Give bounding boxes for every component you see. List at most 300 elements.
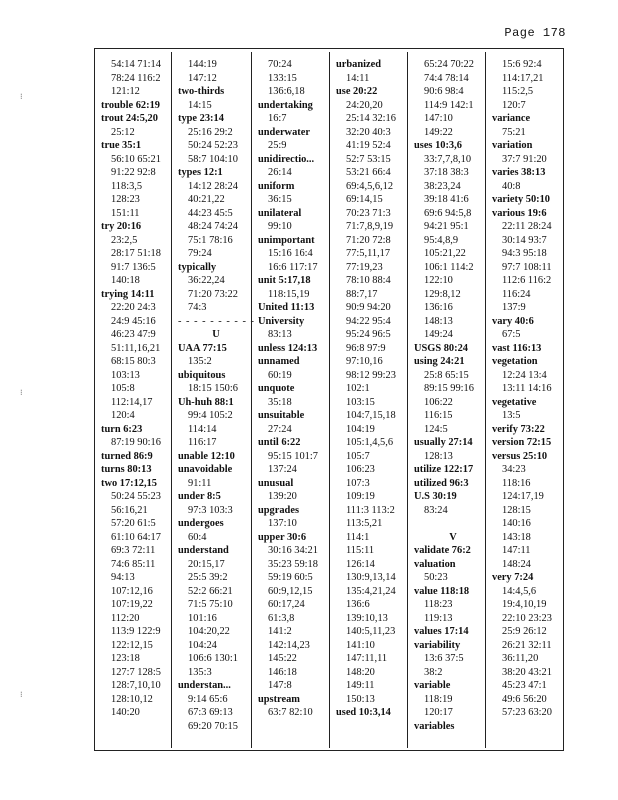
index-entry-term: types 12:1 <box>178 167 223 178</box>
index-column-4 <box>329 52 414 748</box>
index-entry-reference: 70:24 <box>268 59 292 70</box>
index-entry-reference: 77:19,23 <box>346 261 383 273</box>
index-entry-reference: 137:9 <box>502 302 526 313</box>
index-entry-reference: 136:6 <box>346 599 370 610</box>
index-entry-reference: 141:2 <box>268 626 292 637</box>
index-entry-term: upper 30:6 <box>258 531 307 543</box>
index-entry-reference: 128:15 <box>502 504 531 516</box>
index-entry-reference: 143:18 <box>502 531 531 543</box>
index-entry-reference: 13:5 <box>502 410 521 421</box>
index-entry-reference: 74:6 85:11 <box>111 558 156 570</box>
index-entry-term: until 6:22 <box>258 437 301 448</box>
index-entry-term: trouble 62:19 <box>101 99 160 111</box>
index-entry-reference: 118:23 <box>424 599 453 610</box>
index-entry-reference: 77:5,11,17 <box>346 248 391 259</box>
index-entry-reference: 90:6 98:4 <box>424 86 464 97</box>
index-entry-reference: 106:1 114:2 <box>424 261 474 273</box>
index-entry-term: USGS 80:24 <box>414 342 468 354</box>
index-entry-reference: 68:15 80:3 <box>111 356 156 367</box>
index-entry-reference: 135:2 <box>188 356 212 367</box>
index-entry-reference: 16:6 117:17 <box>268 261 318 273</box>
index-entry-reference: 83:13 <box>268 329 292 340</box>
index-entry-term: very 7:24 <box>492 572 534 583</box>
index-entry-reference: 141:10 <box>346 639 375 651</box>
index-entry-reference: 116:17 <box>188 437 217 448</box>
index-entry-reference: 114:1 <box>346 531 370 543</box>
index-entry-reference: 139:10,13 <box>346 612 388 624</box>
index-entry-term: U.S 30:19 <box>414 491 457 502</box>
index-entry-term: unable 12:10 <box>178 450 235 462</box>
index-entry-reference: 24:9 45:16 <box>111 315 156 327</box>
index-entry-reference: 137:24 <box>268 464 297 475</box>
index-entry-reference: 25:5 39:2 <box>188 572 228 583</box>
index-entry-reference: 25:8 65:15 <box>424 369 469 381</box>
index-entry-term: unimportant <box>258 234 315 246</box>
index-entry-reference: 59:19 60:5 <box>268 572 313 583</box>
index-entry-reference: 14:4,5,6 <box>502 585 537 597</box>
index-entry-reference: 95:24 96:5 <box>346 329 391 340</box>
index-entry-term: undertaking <box>258 99 313 111</box>
index-entry-reference: 148:13 <box>424 315 453 327</box>
index-entry-reference: 135:3 <box>188 666 212 678</box>
index-entry-term: varies 38:13 <box>492 167 546 178</box>
index-entry-reference: 34:23 <box>502 464 526 475</box>
index-entry-reference: 113:9 122:9 <box>111 626 161 637</box>
index-entry-reference: 52:7 53:15 <box>346 153 391 165</box>
index-entry-reference: 69:3 72:11 <box>111 545 156 556</box>
index-entry-reference: 116:15 <box>424 410 453 421</box>
index-entry-term: using 24:21 <box>414 356 465 367</box>
index-entry-reference: 25:9 <box>268 140 287 151</box>
index-entry-reference: 136:16 <box>424 302 453 313</box>
index-entry-reference: 135:4,21,24 <box>346 585 396 597</box>
index-entry-reference: 105:1,4,5,6 <box>346 437 394 448</box>
index-entry-reference: 124:5 <box>424 423 448 435</box>
index-entry-reference: 123:18 <box>111 653 140 664</box>
index-entry-reference: 69:6 94:5,8 <box>424 207 472 219</box>
index-entry-term: type 23:14 <box>178 113 224 124</box>
index-entry-reference: 15:6 92:4 <box>502 59 542 70</box>
index-entry-reference: 70:23 71:3 <box>346 207 391 219</box>
index-entry-term: University <box>258 315 305 327</box>
index-entry-reference: 105:8 <box>111 383 135 394</box>
index-entry-reference: 46:23 47:9 <box>111 329 156 340</box>
index-entry-reference: 67:3 69:13 <box>188 707 233 718</box>
index-entry-reference: 107:12,16 <box>111 585 153 597</box>
index-entry-reference: 40:21,22 <box>188 194 225 205</box>
index-entry-reference: 38:2 <box>424 666 443 678</box>
index-entry-reference: 148:24 <box>502 558 531 570</box>
index-entry-reference: 91:11 <box>188 477 212 489</box>
index-entry-reference: 98:12 99:23 <box>346 369 396 381</box>
index-entry-reference: 9:14 65:6 <box>188 693 228 705</box>
index-entry-reference: 67:5 <box>502 329 521 340</box>
index-entry-reference: 97:10,16 <box>346 356 383 367</box>
index-entry-term: version 72:15 <box>492 437 552 448</box>
index-entry-reference: 38:20 43:21 <box>502 666 552 678</box>
index-entry-reference: 39:18 41:6 <box>424 194 469 205</box>
index-entry-reference: 48:24 74:24 <box>188 221 238 232</box>
index-entry-reference: 25:9 26:12 <box>502 626 547 637</box>
index-entry-reference: 145:22 <box>268 653 297 664</box>
index-entry-reference: 126:14 <box>346 558 375 570</box>
index-entry-reference: 50:23 <box>424 572 448 583</box>
index-entry-term: unquote <box>258 383 295 394</box>
index-entry-term: variable <box>414 680 451 691</box>
index-entry-term: use 20:22 <box>336 86 378 97</box>
index-entry-reference: 102:1 <box>346 383 370 394</box>
index-entry-reference: 118:15,19 <box>268 288 310 300</box>
index-entry-term: unless 124:13 <box>258 342 318 354</box>
index-entry-term: uniform <box>258 180 295 192</box>
index-entry-reference: 74:4 78:14 <box>424 72 469 84</box>
index-entry-reference: 65:24 70:22 <box>424 59 474 70</box>
index-entry-reference: 114:17,21 <box>502 72 544 84</box>
index-entry-term: underwater <box>258 126 310 138</box>
index-column-1 <box>95 58 177 720</box>
index-entry-reference: 104:7,15,18 <box>346 410 396 421</box>
index-entry-term: turns 80:13 <box>101 464 152 475</box>
index-entry-reference: 71:5 75:10 <box>188 599 233 610</box>
index-entry-reference: 50:24 55:23 <box>111 491 161 502</box>
index-entry-reference: 116:24 <box>502 288 531 300</box>
index-entry-reference: 38:23,24 <box>424 180 461 192</box>
index-entry-reference: 36:15 <box>268 194 292 205</box>
index-entry-reference: 115:11 <box>346 545 375 556</box>
index-entry-term: understan... <box>178 680 231 691</box>
index-entry-reference: 97:7 108:11 <box>502 261 552 273</box>
index-entry-term: United 11:13 <box>258 302 315 313</box>
index-entry-reference: 146:18 <box>268 666 297 678</box>
index-entry-reference: 118:19 <box>424 693 453 705</box>
index-entry-term: validate 76:2 <box>414 545 471 556</box>
index-entry-reference: 103:15 <box>346 396 375 408</box>
index-entry-reference: 32:20 40:3 <box>346 126 391 138</box>
index-entry-reference: 89:15 99:16 <box>424 383 474 394</box>
index-entry-term: vegetative <box>492 396 537 408</box>
index-entry-reference: 35:23 59:18 <box>268 558 318 570</box>
index-entry-term: undergoes <box>178 518 224 529</box>
index-entry-reference: 49:6 56:20 <box>502 693 547 705</box>
index-entry-reference: 147:10 <box>424 113 453 124</box>
index-entry-reference: 78:10 88:4 <box>346 275 391 286</box>
index-entry-reference: 147:11,11 <box>346 653 388 664</box>
index-entry-reference: 37:18 38:3 <box>424 167 469 178</box>
index-entry-reference: 14:11 <box>346 72 370 84</box>
index-column-5 <box>407 52 492 748</box>
index-entry-reference: 120:7 <box>502 99 526 111</box>
index-entry-reference: 51:11,16,21 <box>111 342 161 354</box>
index-entry-reference: 139:20 <box>268 491 297 502</box>
index-entry-reference: 13:6 37:5 <box>424 653 464 664</box>
index-entry-reference: 36:22,24 <box>188 275 225 286</box>
index-entry-reference: 107:3 <box>346 477 370 489</box>
index-entry-term: unilateral <box>258 207 302 219</box>
index-entry-reference: 129:8,12 <box>424 288 461 300</box>
index-entry-term: usually 27:14 <box>414 437 473 448</box>
index-entry-reference: 91:22 92:8 <box>111 167 156 178</box>
index-entry-reference: 61:10 64:17 <box>111 531 161 543</box>
index-entry-reference: 14:15 <box>188 99 212 111</box>
index-entry-reference: 24:20,20 <box>346 99 383 111</box>
index-entry-reference: 133:15 <box>268 72 297 84</box>
index-entry-reference: 16:7 <box>268 113 287 124</box>
index-entry-term: unnamed <box>258 356 300 367</box>
index-entry-reference: 20:15,17 <box>188 558 225 570</box>
section-separator: - - - - - - - - - - <box>178 315 255 327</box>
index-entry-reference: 118:3,5 <box>111 180 143 192</box>
index-entry-reference: 140:16 <box>502 518 531 529</box>
index-entry-reference: 127:7 128:5 <box>111 666 161 678</box>
index-entry-reference: 12:24 13:4 <box>502 369 547 381</box>
index-entry-term: ubiquitous <box>178 369 226 381</box>
index-entry-reference: 99:4 105:2 <box>188 410 233 421</box>
index-entry-reference: 26:21 32:11 <box>502 639 552 651</box>
index-entry-reference: 101:16 <box>188 612 217 624</box>
index-entry-reference: 88:7,17 <box>346 288 378 300</box>
index-entry-term: urbanized <box>336 59 382 70</box>
index-entry-reference: 37:7 91:20 <box>502 153 547 165</box>
index-entry-reference: 128:13 <box>424 450 453 462</box>
index-entry-reference: 25:14 32:16 <box>346 113 396 124</box>
index-entry-reference: 137:10 <box>268 518 297 529</box>
index-entry-reference: 106:23 <box>346 464 375 475</box>
index-entry-reference: 144:19 <box>188 59 217 70</box>
index-entry-term: Uh-huh 88:1 <box>178 396 234 408</box>
index-entry-term: utilized 96:3 <box>414 477 469 489</box>
index-entry-reference: 30:16 34:21 <box>268 545 318 556</box>
index-entry-reference: 107:19,22 <box>111 599 153 610</box>
index-entry-term: values 17:14 <box>414 626 469 637</box>
index-entry-term: variety 50:10 <box>492 194 550 205</box>
index-entry-reference: 56:16,21 <box>111 504 148 516</box>
index-entry-reference: 69:20 70:15 <box>188 720 238 732</box>
index-entry-reference: 28:17 51:18 <box>111 248 161 259</box>
index-entry-reference: 149:22 <box>424 126 453 138</box>
index-entry-reference: 75:21 <box>502 126 526 138</box>
index-entry-reference: 30:14 93:7 <box>502 234 547 246</box>
index-entry-reference: 52:2 66:21 <box>188 585 233 597</box>
index-entry-reference: 94:21 95:1 <box>424 221 469 232</box>
index-entry-reference: 130:9,13,14 <box>346 572 396 583</box>
index-entry-reference: 118:16 <box>502 477 531 489</box>
index-entry-reference: 94:3 95:18 <box>502 248 547 259</box>
index-entry-reference: 104:24 <box>188 639 217 651</box>
index-entry-reference: 114:9 142:1 <box>424 99 474 111</box>
index-entry-reference: 40:8 <box>502 180 521 192</box>
index-entry-term: utilize 122:17 <box>414 464 474 475</box>
index-entry-term: trout 24:5,20 <box>101 113 158 124</box>
index-entry-reference: 124:17,19 <box>502 491 544 502</box>
index-entry-reference: 71:7,8,9,19 <box>346 221 394 232</box>
index-entry-term: upstream <box>258 693 300 705</box>
index-entry-reference: 22:10 23:23 <box>502 612 552 624</box>
index-entry-reference: 22:11 28:24 <box>502 221 552 232</box>
index-entry-reference: 95:15 101:7 <box>268 450 318 462</box>
index-entry-reference: 90:9 94:20 <box>346 302 391 313</box>
index-column-6 <box>485 52 571 748</box>
index-section-letter: V <box>449 531 457 543</box>
index-entry-reference: 87:19 90:16 <box>111 437 161 448</box>
index-entry-reference: 56:10 65:21 <box>111 153 161 165</box>
index-entry-reference: 25:12 <box>111 126 135 138</box>
index-entry-reference: 26:14 <box>268 167 292 178</box>
index-entry-term: verify 73:22 <box>492 423 545 435</box>
index-entry-reference: 120:4 <box>111 410 135 421</box>
index-entry-term: typically <box>178 261 217 273</box>
index-entry-term: vast 116:13 <box>492 342 542 354</box>
index-entry-reference: 112:14,17 <box>111 396 153 408</box>
index-entry-reference: 69:4,5,6,12 <box>346 180 394 192</box>
index-entry-term: turn 6:23 <box>101 423 143 435</box>
index-entry-reference <box>414 517 492 531</box>
index-entry-reference: 151:11 <box>111 207 140 219</box>
index-entry-reference: 19:4,10,19 <box>502 599 547 610</box>
index-entry-reference: 50:24 52:23 <box>188 140 238 151</box>
index-entry-reference: 115:2,5 <box>502 86 534 97</box>
binder-hole-mark: ⁝ <box>20 690 23 699</box>
index-entry-reference: 57:23 63:20 <box>502 707 552 718</box>
index-entry-reference: 147:11 <box>502 545 531 556</box>
index-entry-reference: 71:20 72:8 <box>346 234 391 246</box>
index-entry-reference: 147:8 <box>268 680 292 691</box>
binder-hole-mark: ⁝ <box>20 388 23 397</box>
index-entry-reference: 97:3 103:3 <box>188 504 233 516</box>
page-number-header: Page 178 <box>504 26 566 40</box>
index-entry-term: true 35:1 <box>101 140 142 151</box>
index-entry-term: unsuitable <box>258 410 305 421</box>
index-entry-reference: 111:3 113:2 <box>346 504 395 516</box>
index-entry-reference: 121:12 <box>111 86 140 97</box>
index-entry-term: uses 10:3,6 <box>414 140 462 151</box>
index-entry-term: variance <box>492 113 531 124</box>
index-entry-reference: 13:11 14:16 <box>502 383 552 394</box>
index-entry-term: valuation <box>414 558 456 570</box>
index-entry-term: vary 40:6 <box>492 315 534 327</box>
index-entry-term: trying 14:11 <box>101 288 155 300</box>
index-entry-term: understand <box>178 545 229 556</box>
index-entry-term: value 118:18 <box>414 585 470 597</box>
index-entry-term: two-thirds <box>178 86 225 97</box>
index-entry-reference: 128:10,12 <box>111 693 153 705</box>
index-entry-reference: 106:22 <box>424 396 453 408</box>
index-entry-reference: 83:24 <box>424 504 448 516</box>
index-entry-reference: 119:13 <box>424 612 453 624</box>
index-entry-reference: 14:12 28:24 <box>188 180 238 192</box>
index-entry-reference: 71:20 73:22 <box>188 288 238 300</box>
index-entry-reference: 95:4,8,9 <box>424 234 459 246</box>
index-entry-reference: 94:13 <box>111 572 135 583</box>
index-entry-reference: 103:13 <box>111 369 140 381</box>
index-entry-reference: 140:18 <box>111 275 140 286</box>
index-entry-reference: 91:7 136:5 <box>111 261 156 273</box>
index-entry-term: UAA 77:15 <box>178 342 227 354</box>
index-entry-term: variability <box>414 639 461 651</box>
index-entry-reference: 96:8 97:9 <box>346 342 386 354</box>
index-entry-reference: 128:23 <box>111 194 140 205</box>
index-entry-reference: 105:21,22 <box>424 248 466 259</box>
index-entry-reference: 122:12,15 <box>111 639 153 651</box>
index-entry-reference: 25:16 29:2 <box>188 126 233 138</box>
index-entry-reference: 78:24 116:2 <box>111 72 161 84</box>
index-entry-reference: 94:22 95:4 <box>346 315 391 327</box>
index-entry-reference: 104:19 <box>346 423 375 435</box>
index-entry-term: versus 25:10 <box>492 450 548 462</box>
index-entry-term: two 17:12,15 <box>101 477 157 489</box>
index-entry-reference: 113:5,21 <box>346 518 383 529</box>
index-entry-reference: 120:17 <box>424 707 453 718</box>
index-entry-reference: 61:3,8 <box>268 612 295 624</box>
index-entry-reference: 53:21 66:4 <box>346 167 391 178</box>
index-entry-term: various 19:6 <box>492 207 547 219</box>
index-entry-reference: 75:1 78:16 <box>188 234 233 246</box>
index-entry-reference: 142:14,23 <box>268 639 310 651</box>
index-entry-reference: 27:24 <box>268 423 292 435</box>
index-entry-term: used 10:3,14 <box>336 707 391 718</box>
index-entry-term: vegetation <box>492 356 538 367</box>
index-entry-reference: 45:23 47:1 <box>502 680 547 691</box>
index-entry-reference: 69:14,15 <box>346 194 383 205</box>
index-entry-reference: 74:3 <box>188 302 207 313</box>
index-entry-reference: 150:13 <box>346 693 375 705</box>
index-entry-reference: 22:20 24:3 <box>111 302 156 313</box>
word-index-table <box>94 48 564 751</box>
index-entry-term: unavoidable <box>178 464 233 475</box>
index-entry-reference: 23:2,5 <box>111 234 138 246</box>
index-entry-term: unidirectio... <box>258 153 315 165</box>
index-entry-reference: 128:7,10,10 <box>111 680 161 691</box>
index-entry-reference: 57:20 61:5 <box>111 518 156 529</box>
index-entry-reference: 60:4 <box>188 531 207 543</box>
index-entry-reference: 99:10 <box>268 221 292 232</box>
index-entry-reference: 33:7,7,8,10 <box>424 153 472 165</box>
index-entry-reference: 106:6 130:1 <box>188 653 238 664</box>
index-entry-reference: 140:20 <box>111 707 140 718</box>
index-entry-reference: 104:20,22 <box>188 626 230 637</box>
index-entry-reference: 112:6 116:2 <box>502 275 552 286</box>
index-entry-reference: 79:24 <box>188 248 212 259</box>
index-entry-reference: 114:14 <box>188 423 217 435</box>
index-entry-reference: 147:12 <box>188 72 217 84</box>
index-column-3 <box>251 52 336 748</box>
index-entry-reference: 44:23 45:5 <box>188 207 233 219</box>
index-entry-reference: 36:11,20 <box>502 653 539 664</box>
index-entry-reference: 15:16 16:4 <box>268 248 313 259</box>
index-entry-reference: 140:5,11,23 <box>346 626 396 637</box>
index-entry-term: unusual <box>258 477 294 489</box>
index-entry-reference: 60:19 <box>268 369 292 381</box>
index-entry-reference: 105:7 <box>346 450 370 462</box>
index-entry-reference: 136:6,18 <box>268 86 305 97</box>
binder-hole-mark: ⁝ <box>20 92 23 101</box>
index-entry-reference: 60:9,12,15 <box>268 585 313 597</box>
index-entry-reference: 58:7 104:10 <box>188 153 238 165</box>
index-entry-reference: 122:10 <box>424 275 453 286</box>
index-section-letter: U <box>212 329 220 340</box>
index-entry-reference: 148:20 <box>346 666 375 678</box>
index-entry-reference: 149:24 <box>424 329 453 340</box>
index-entry-reference: 35:18 <box>268 396 292 408</box>
index-entry-reference: 54:14 71:14 <box>111 59 161 70</box>
index-entry-term: turned 86:9 <box>101 450 153 462</box>
index-entry-reference: 18:15 150:6 <box>188 383 238 394</box>
index-entry-term: variables <box>414 720 455 732</box>
index-entry-reference: 109:19 <box>346 491 375 502</box>
index-entry-term: unit 5:17,18 <box>258 275 311 286</box>
index-entry-reference: 149:11 <box>346 680 375 691</box>
index-entry-term: under 8:5 <box>178 491 221 502</box>
index-entry-term: try 20:16 <box>101 221 142 232</box>
